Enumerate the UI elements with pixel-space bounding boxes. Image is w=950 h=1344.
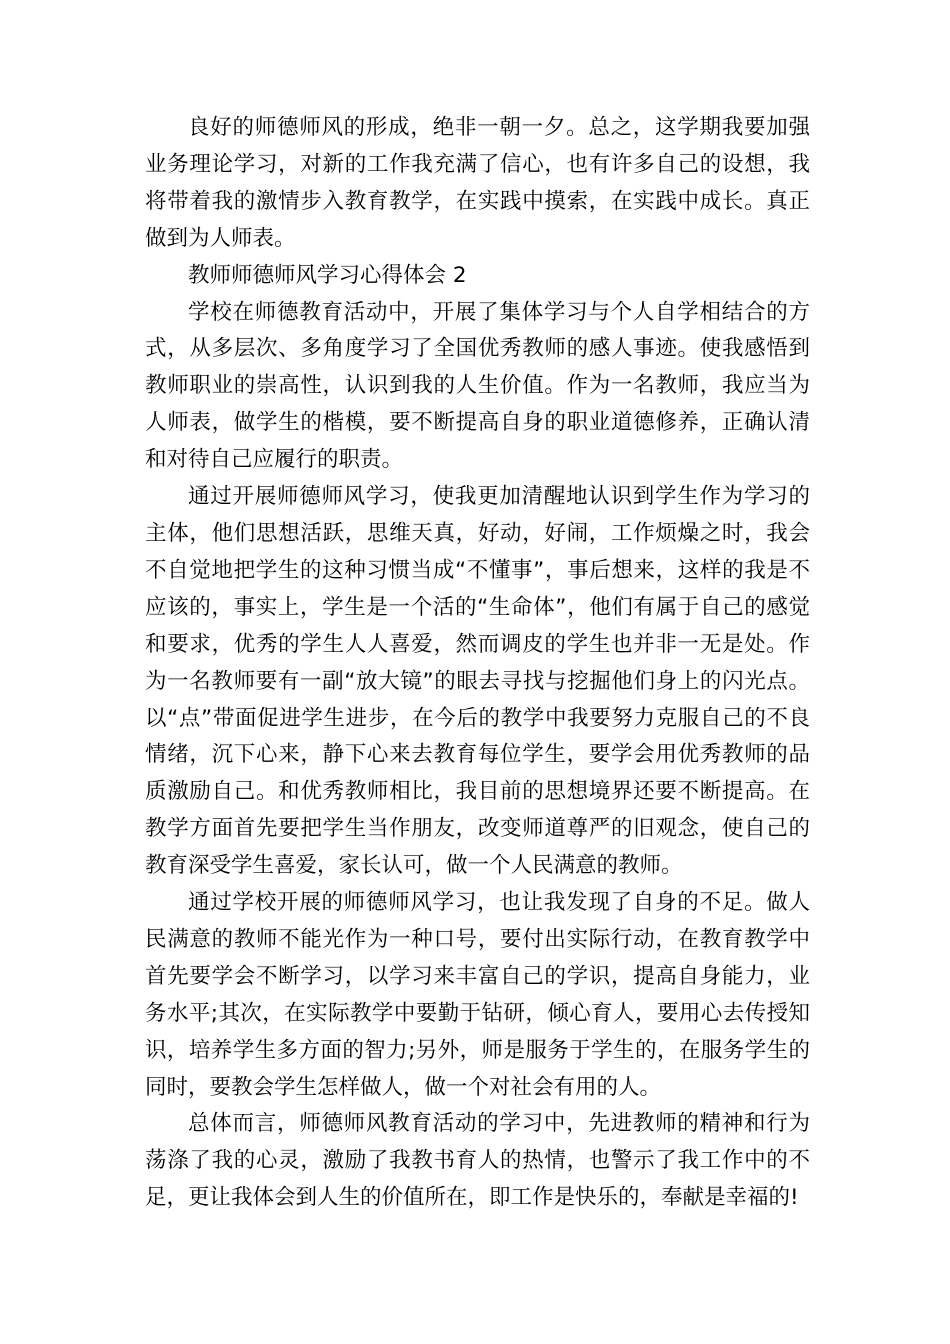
paragraph-3: 通过开展师德师风学习，使我更加清醒地认识到学生作为学习的主体，他们思想活跃，思维天真，好动，好闹，工作烦燥之时，我会不自觉地把学生的这种习惯当成“不懂事”，事后想来，这样的我是不应该的，事实上，学生是一个活的“生命体”，他们有属于自己的感觉和要求，优秀的学生人人喜爱，然而调皮的学生也并非一无是处。作为一名教师要有一副“放大镜”的眼去寻找与挖掘他们身上的闪光点。以“点”带面促进学生进步，在今后的教学中我要努力克服自己的不良情绪，沉下心来，静下心来去教育每位学生，要学会用优秀教师的品质激励自己。和优秀教师相比，我目前的思想境界还要不断提高。在教学方面首先要把学生当作朋友，改变师道尊严的旧观念，使自己的教育深受学生喜爱，家长认可，做一个人民满意的教师。 bbox=[145, 484, 810, 879]
document-page bbox=[145, 110, 810, 1217]
paragraph-1: 良好的师德师风的形成，绝非一朝一夕。总之，这学期我要加强业务理论学习，对新的工作我充满了信心，也有许多自己的设想，我将带着我的激情步入教育教学，在实践中摸索，在实践中成长。真正做到为人师表。 bbox=[145, 115, 810, 251]
paragraph-2: 学校在师德教育活动中，开展了集体学习与个人自学相结合的方式，从多层次、多角度学习了全国优秀教师的感人事迹。使我感悟到教师职业的崇高性，认识到我的人生价值。作为一名教师，我应当为人师表，做学生的楷模，要不断提高自身的职业道德修养，正确认清和对待自己应履行的职责。 bbox=[145, 299, 810, 473]
section-heading: 教师师德师风学习心得体会 2 bbox=[188, 262, 467, 288]
paragraph-4: 通过学校开展的师德师风学习，也让我发现了自身的不足。做人民满意的教师不能光作为一种口号，要付出实际行动，在教育教学中首先要学会不断学习，以学习来丰富自己的学识，提高自身能力，业务水平;其次，在实际教学中要勤于钻研，倾心育人，要用心去传授知识，培养学生多方面的智力;另外，师是服务于学生的，在服务学生的同时，要教会学生怎样做人，做一个对社会有用的人。 bbox=[145, 890, 810, 1100]
paragraph-5: 总体而言，师德师风教育活动的学习中，先进教师的精神和行为荡涤了我的心灵，激励了我教书育人的热情，也警示了我工作中的不足，更让我体会到人生的价值所在，即工作是快乐的，奉献是幸福的! bbox=[145, 1111, 810, 1211]
